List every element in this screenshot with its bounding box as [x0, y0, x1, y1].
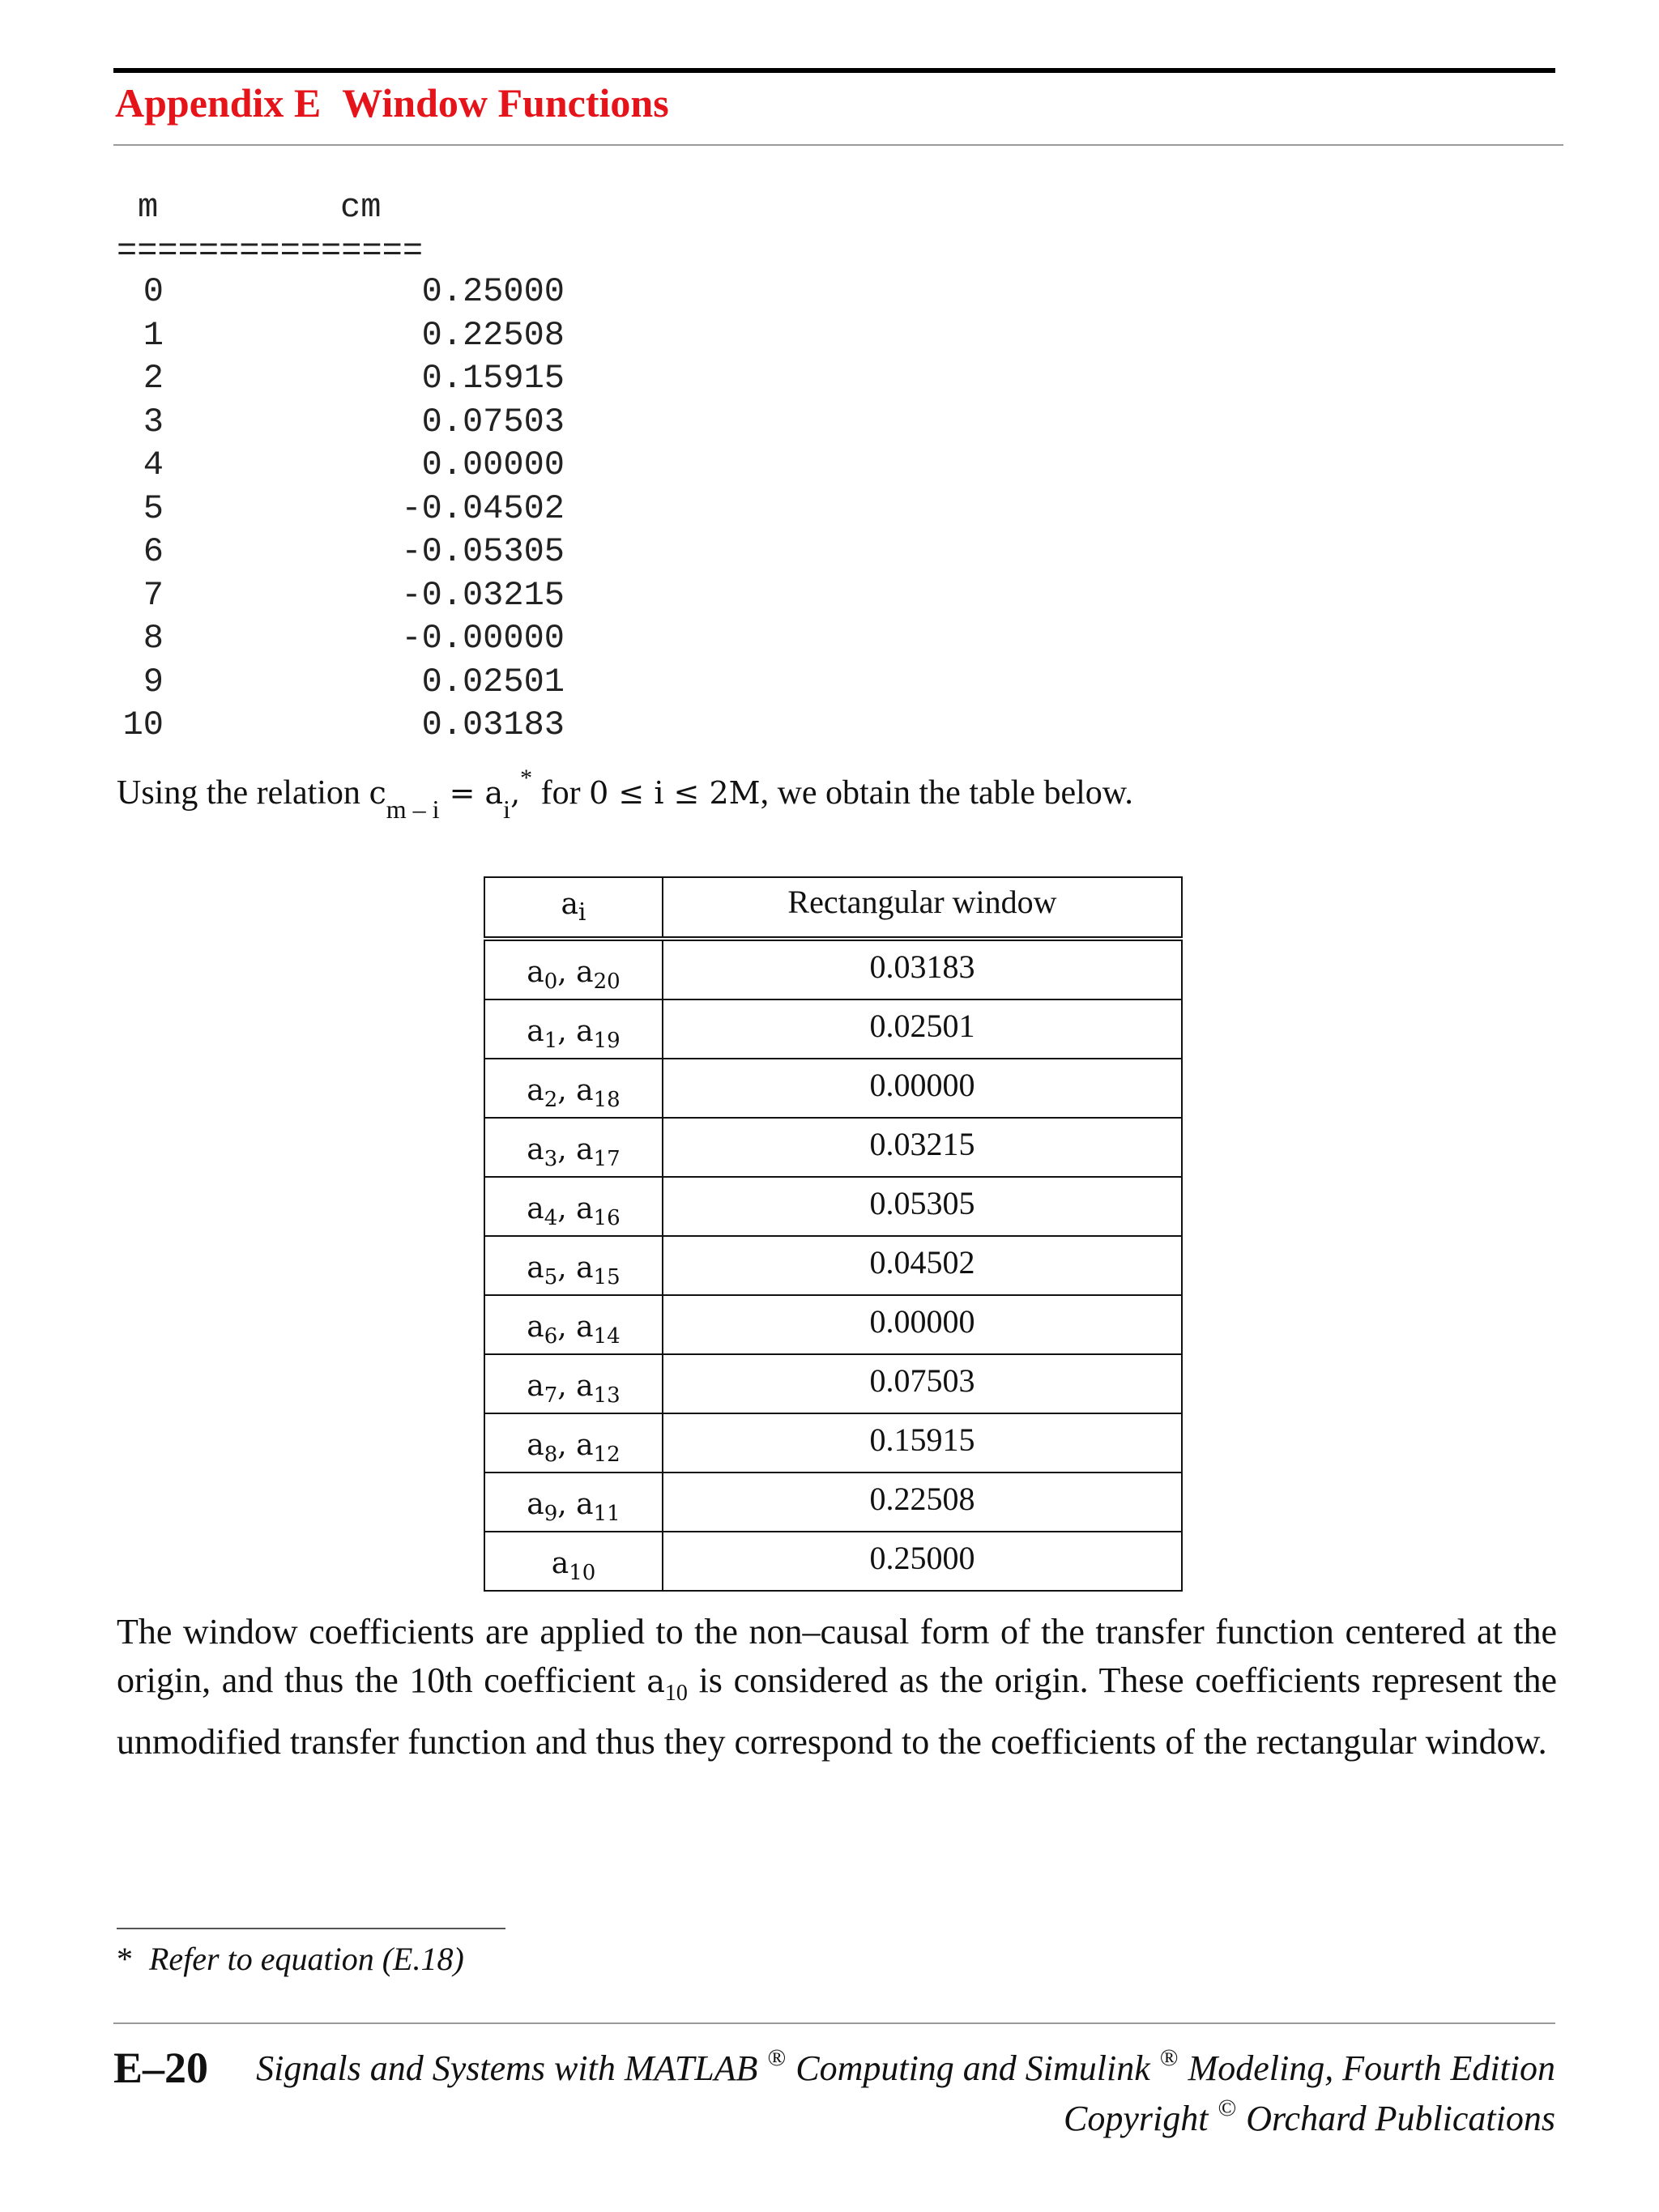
table-header-ai [484, 877, 663, 939]
coef-letter: a [527, 1015, 544, 1048]
listing-m-value: 9 [143, 662, 164, 701]
listing-cm-value: 0.22508 [421, 315, 565, 355]
coef-letter-second: , a [557, 1370, 594, 1403]
listing-m-value: 10 [122, 705, 164, 744]
relation-comma: , [510, 775, 521, 811]
table-row [484, 1236, 1182, 1295]
table-cell-value [663, 1354, 1182, 1413]
coef-letter: a [527, 1488, 544, 1521]
listing-cm-value: -0.04502 [401, 488, 565, 528]
coefficient-table [484, 876, 1183, 1592]
window-value: 0.15915 [869, 1421, 975, 1458]
window-value: 0.22508 [869, 1481, 975, 1517]
table-header-window-label: Rectangular window [787, 884, 1057, 920]
table-row [484, 999, 1182, 1059]
footnote-star: * [117, 1941, 133, 1977]
copyright-symbol: © [1218, 2095, 1237, 2121]
table-cell-value [663, 1118, 1182, 1177]
coef-letter: a [527, 1074, 544, 1107]
relation-tail: , we obtain the table below. [760, 774, 1133, 812]
coef-letter: a [527, 1251, 544, 1285]
footer-book-part2: Computing and Simulink [795, 2048, 1150, 2088]
window-value: 0.04502 [869, 1244, 975, 1281]
footer-rule [113, 2022, 1555, 2024]
table-cell-coefficient [484, 1413, 663, 1473]
coef-letter-second: , a [557, 1074, 594, 1107]
chapter-title [115, 79, 669, 126]
table-cell-coefficient [484, 1295, 663, 1354]
footer-book-part1: Signals and Systems with MATLAB [256, 2048, 758, 2088]
table-body [484, 939, 1182, 1591]
coef-sub-first: 5 [544, 1265, 558, 1290]
relation-a-sub: i [503, 795, 511, 824]
coef-sub-first: 7 [544, 1383, 558, 1409]
relation-sentence [117, 765, 1133, 824]
table-cell-coefficient [484, 1532, 663, 1591]
coef-sub-second: 11 [593, 1502, 621, 1527]
table-row [484, 1413, 1182, 1473]
listing-m-value: 3 [143, 402, 164, 441]
table-cell-coefficient [484, 1236, 663, 1295]
coef-letter: a [527, 1133, 544, 1166]
relation-c: c [369, 775, 386, 811]
paragraph-part1: The window coefficients are applied to the non–causal form of the transfer function centered at the origin, and thus the 10th coefficient [117, 1612, 1557, 1700]
appendix-label: Appendix E [115, 80, 322, 126]
coef-letter: a [527, 956, 544, 989]
table-cell-coefficient [484, 999, 663, 1059]
table-cell-coefficient [484, 939, 663, 999]
listing-cm-value: 0.15915 [421, 359, 565, 398]
coef-letter: a [527, 1370, 544, 1403]
coef-sub-first: 0 [544, 970, 558, 995]
table-cell-coefficient [484, 1354, 663, 1413]
footnote [117, 1940, 464, 1978]
listing-m-value: 0 [143, 272, 164, 311]
listing-m-value: 2 [143, 359, 164, 398]
coef-sub-second: 18 [593, 1088, 621, 1113]
coef-sub-first: 6 [544, 1324, 558, 1349]
header-rule [113, 144, 1563, 146]
table-cell-value [663, 1177, 1182, 1236]
listing-m-value: 1 [143, 315, 164, 355]
window-value: 0.07503 [869, 1362, 975, 1399]
coef-letter-second: , a [557, 1192, 594, 1225]
listing-m-value: 7 [143, 575, 164, 615]
paragraph-part2: is considered as the origin. These coefficients represent the unmodified transfer function and thus they correspond to the coefficients of the rectangular window. [117, 1660, 1558, 1762]
coef-letter: a [527, 1311, 544, 1344]
top-rule [113, 68, 1555, 73]
table-header-row [484, 877, 1182, 939]
table-cell-value [663, 1473, 1182, 1532]
table-cell-value [663, 939, 1182, 999]
coef-sub-first: 3 [544, 1147, 558, 1172]
listing-cm-value: 0.03183 [421, 705, 565, 744]
table-cell-coefficient [484, 1118, 663, 1177]
relation-lead: Using the relation [117, 774, 369, 812]
coef-letter-second: , a [557, 1133, 594, 1166]
table-row [484, 1177, 1182, 1236]
table-cell-coefficient [484, 1473, 663, 1532]
coef-letter-second: , a [557, 1429, 594, 1462]
paragraph-a: a [646, 1664, 665, 1699]
listing-cm-value: -0.00000 [401, 619, 565, 658]
coef-letter-second: , a [557, 1311, 594, 1344]
footer-publisher: Orchard Publications [1246, 2099, 1555, 2138]
table-row [484, 1532, 1182, 1591]
listing-m-value: 6 [143, 532, 164, 571]
paragraph-a-sub: 10 [664, 1680, 688, 1706]
window-value: 0.00000 [869, 1303, 975, 1340]
coef-letter-second: , a [557, 1251, 594, 1285]
coef-sub-first: 10 [569, 1561, 596, 1586]
listing-cm-value: 0.02501 [421, 662, 565, 701]
appendix-title: Window Functions [342, 80, 669, 126]
listing-m-value: 5 [143, 488, 164, 528]
coef-sub-first: 9 [544, 1502, 558, 1527]
listing-m-value: 8 [143, 619, 164, 658]
coef-sub-first: 2 [544, 1088, 558, 1113]
coef-letter: a [551, 1547, 569, 1580]
table-cell-value [663, 1413, 1182, 1473]
footer-book-part3: Modeling, Fourth Edition [1188, 2048, 1555, 2088]
table-row [484, 939, 1182, 999]
table-cell-value [663, 1295, 1182, 1354]
window-value: 0.03183 [869, 948, 975, 985]
listing-separator: =============== [117, 232, 424, 271]
footnote-text: Refer to equation (E.18) [149, 1941, 464, 1977]
footer-book-title [256, 2044, 1555, 2089]
listing-cm-value: 0.25000 [421, 272, 565, 311]
window-value: 0.03215 [869, 1126, 975, 1162]
relation-for: for [532, 774, 590, 812]
table-cell-value [663, 1059, 1182, 1118]
footer-copyright [1064, 2095, 1555, 2139]
table-row [484, 1295, 1182, 1354]
coef-sub-second: 13 [593, 1383, 621, 1409]
coef-sub-second: 15 [593, 1265, 621, 1290]
coef-sub-second: 20 [593, 970, 621, 995]
table-row [484, 1118, 1182, 1177]
coef-sub-first: 1 [544, 1029, 558, 1054]
listing-cm-value: -0.05305 [401, 532, 565, 571]
listing-m-value: 4 [143, 445, 164, 484]
window-value: 0.02501 [869, 1008, 975, 1044]
table-header-ai-sub: i [578, 898, 586, 927]
coef-sub-second: 16 [593, 1206, 621, 1231]
page-number: E–20 [113, 2044, 209, 2092]
table-cell-value [663, 999, 1182, 1059]
listing-header-cm: cm [340, 188, 382, 227]
window-value: 0.00000 [869, 1067, 975, 1103]
listing-cm-value: -0.03215 [401, 575, 565, 615]
relation-footnote-mark: * [520, 765, 533, 791]
coef-sub-second: 17 [593, 1147, 621, 1172]
body-paragraph [117, 1608, 1557, 1767]
table-row [484, 1354, 1182, 1413]
table-header-window [663, 877, 1182, 939]
listing-cm-value: 0.00000 [421, 445, 565, 484]
table-cell-value [663, 1532, 1182, 1591]
footnote-rule [117, 1928, 505, 1929]
window-value: 0.05305 [869, 1185, 975, 1221]
footer-copyright-word: Copyright [1064, 2099, 1209, 2138]
registered-mark: ® [1159, 2044, 1179, 2071]
coef-sub-first: 8 [544, 1443, 558, 1468]
listing-cm-value: 0.07503 [421, 402, 565, 441]
coef-letter: a [527, 1429, 544, 1462]
coef-sub-second: 14 [593, 1324, 621, 1349]
relation-range: 0 ≤ i ≤ 2M [589, 775, 761, 811]
table-header-ai-letter: a [561, 888, 578, 921]
coef-letter-second: , a [557, 1015, 594, 1048]
coef-sub-second: 12 [593, 1443, 621, 1468]
table-row [484, 1473, 1182, 1532]
coef-letter-second: , a [557, 956, 594, 989]
relation-equals: = a [439, 775, 504, 811]
relation-c-sub: m – i [386, 795, 440, 824]
listing-header-m: m [138, 188, 159, 227]
table-row [484, 1059, 1182, 1118]
coef-letter-second: , a [557, 1488, 594, 1521]
table-cell-coefficient [484, 1177, 663, 1236]
table-cell-value [663, 1236, 1182, 1295]
coef-sub-second: 19 [593, 1029, 621, 1054]
table-cell-coefficient [484, 1059, 663, 1118]
coef-sub-first: 4 [544, 1206, 558, 1231]
registered-mark: ® [767, 2044, 787, 2071]
coef-letter: a [527, 1192, 544, 1225]
window-value: 0.25000 [869, 1540, 975, 1576]
